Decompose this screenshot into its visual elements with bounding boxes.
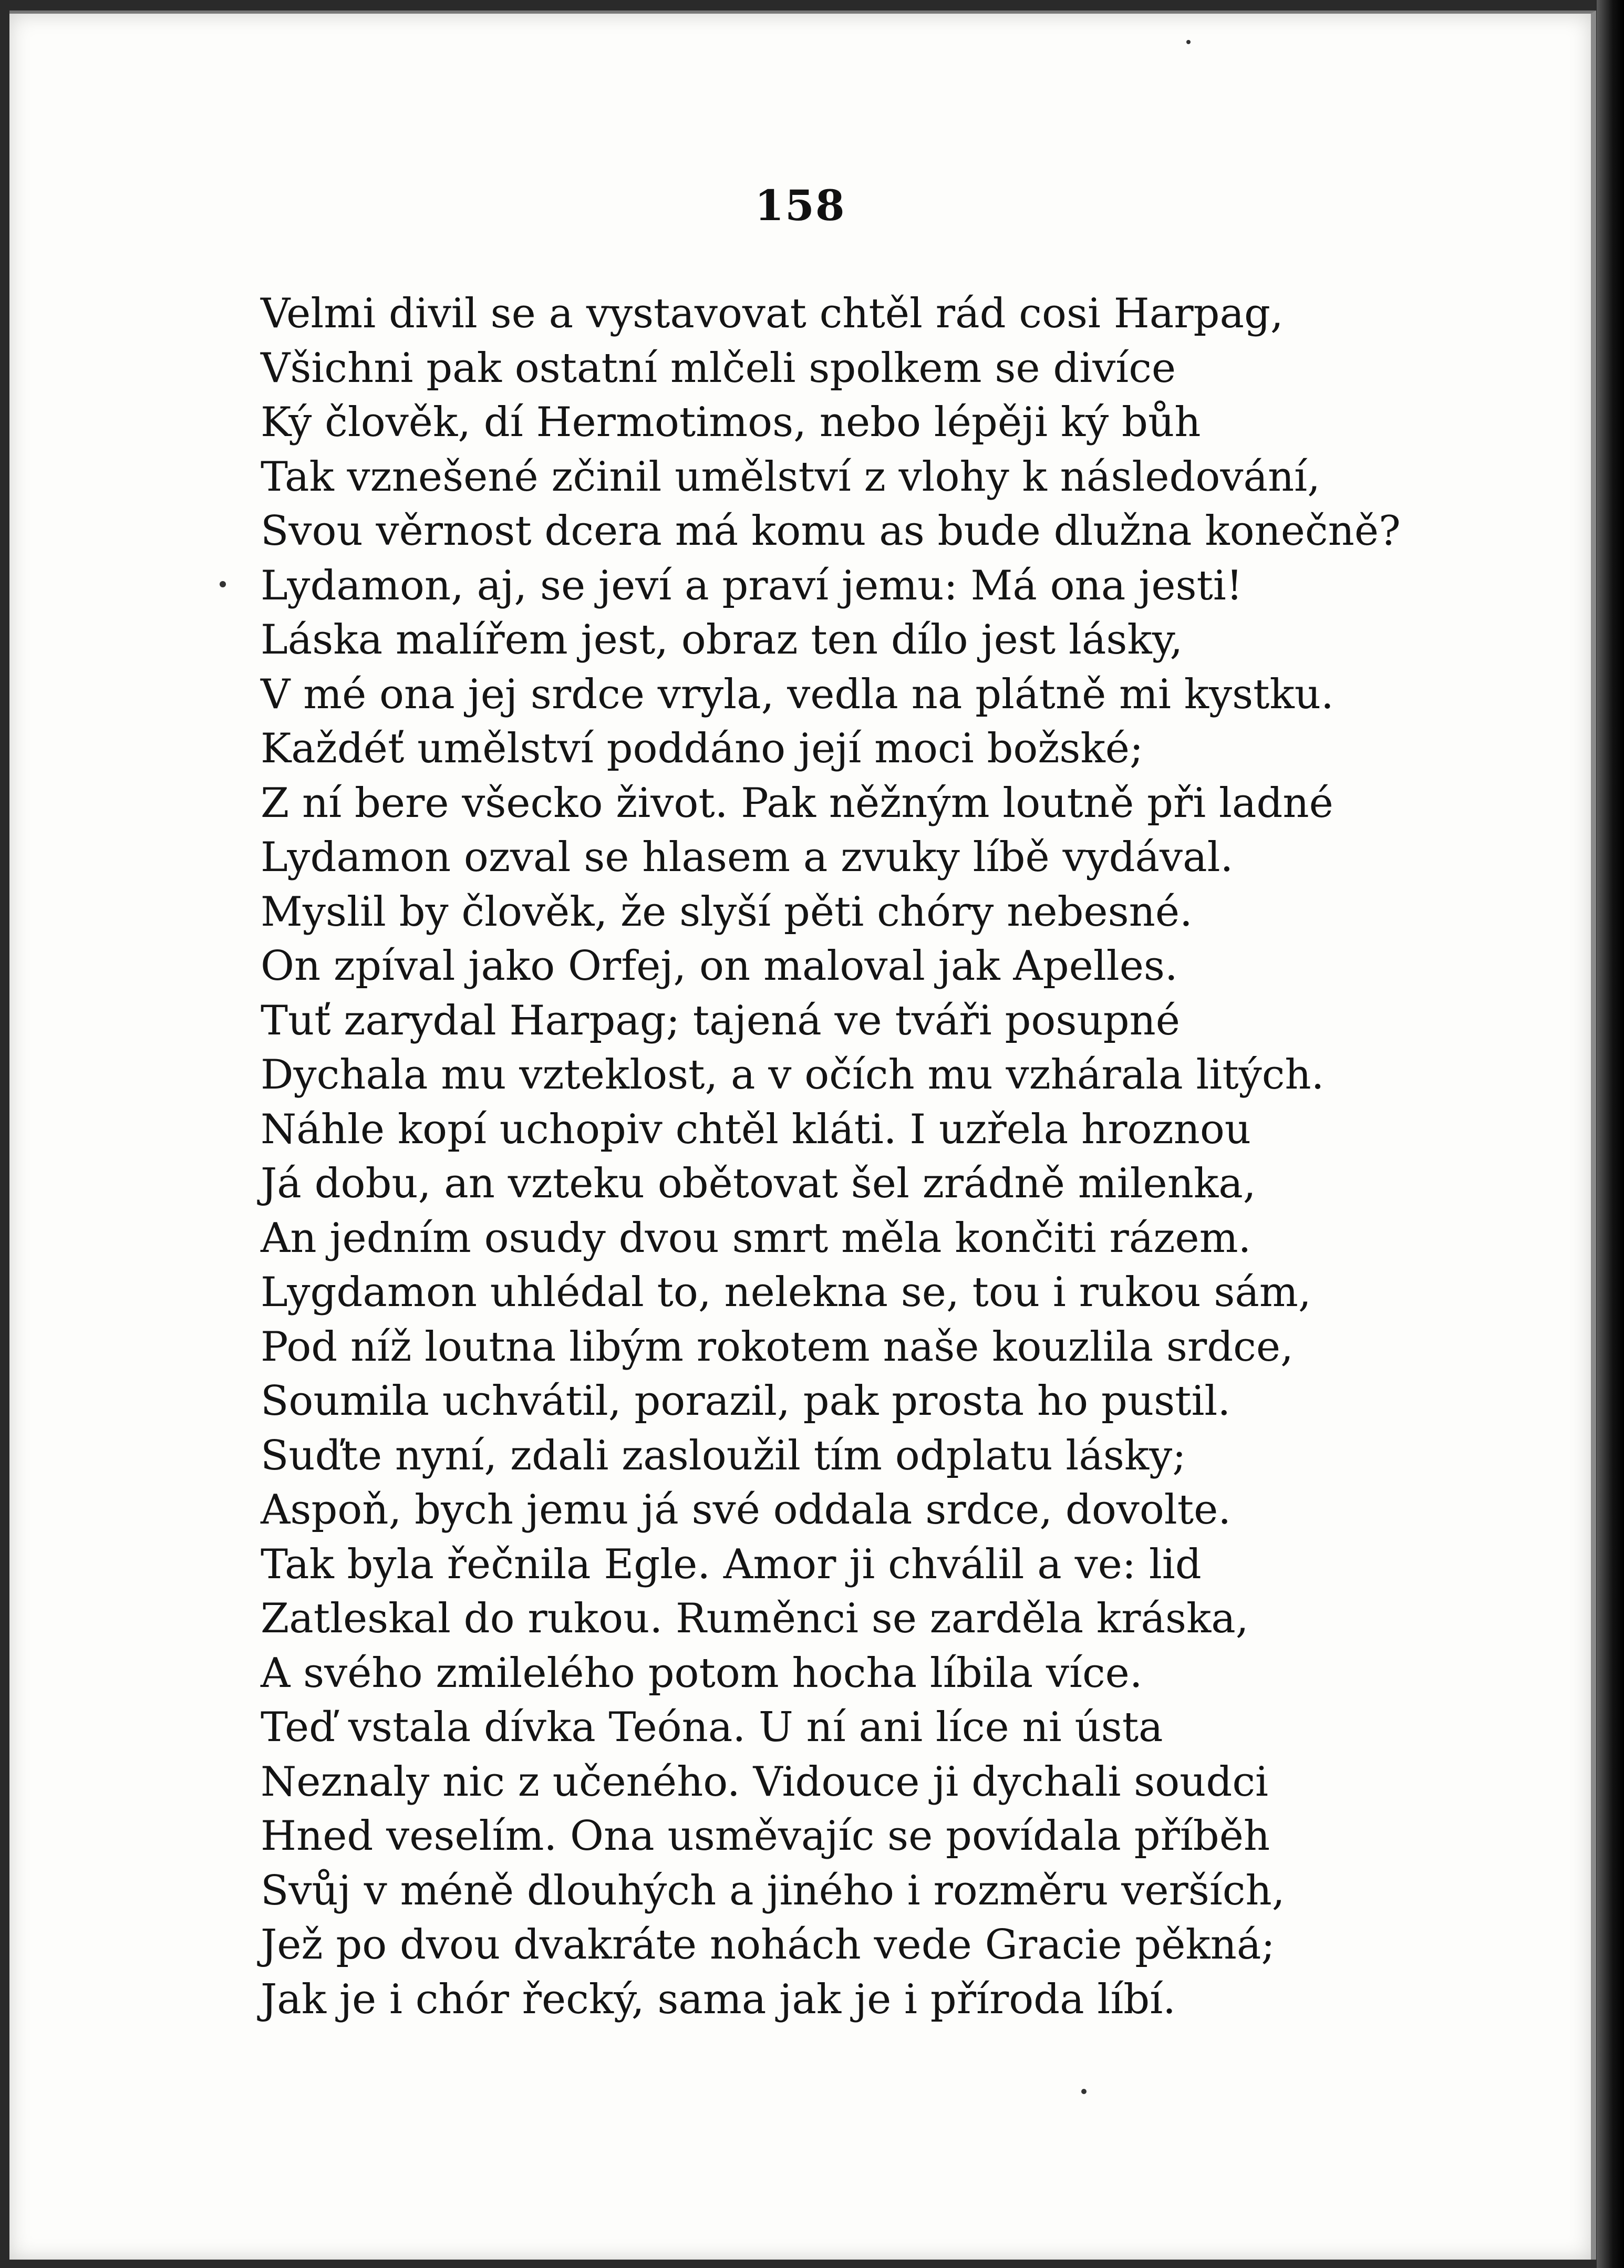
- verse-line: Všichni pak ostatní mlčeli spolkem se divíce: [261, 344, 1176, 392]
- verse-line: Hned veselím. Ona usměvajíc se povídala příběh: [261, 1813, 1270, 1860]
- verse-line: Svou věrnost dcera má komu as bude dlužna konečně?: [261, 508, 1401, 555]
- scan-edge: [1597, 0, 1624, 2268]
- verse-line: Neznaly nic z učeného. Vidouce ji dychali soudci: [261, 1758, 1268, 1806]
- page-number: 158: [754, 181, 846, 230]
- verse-line: Tak vznešené zčinil umělství z vlohy k následování,: [261, 453, 1320, 501]
- verse-line: A svého zmileléhо potom hocha líbila více.: [261, 1649, 1143, 1697]
- verse-line: Svůj v méně dlouhých a jiného i rozměru verších,: [261, 1867, 1285, 1914]
- verse-line: Každéť umělství poddáno její moci božské;: [261, 725, 1144, 772]
- verse-line: Ký člověk, dí Hermotimos, nebo lépěji ký bůh: [261, 399, 1201, 446]
- verse-block: [261, 287, 1448, 2027]
- verse-line: Láska malířem jest, obraz ten dílo jest lásky,: [261, 616, 1183, 664]
- verse-line: Tuť zarydal Harpag; tajená ve tváři posupné: [261, 997, 1180, 1044]
- verse-line: Teď vstala dívka Teóna. U ní ani líce ni ústa: [261, 1704, 1163, 1751]
- verse-line: Lygdamon uhlédal to, nelekna se, tou i rukou sám,: [261, 1269, 1311, 1316]
- verse-line: Soumila uchvátil, porazil, pak prosta ho pustil.: [261, 1378, 1231, 1425]
- verse-line: Suďte nyní, zdali zasloužil tím odplatu lásky;: [261, 1432, 1186, 1479]
- verse-line: Lydamon, aj, se jeví a praví jemu: Má ona jesti!: [261, 562, 1243, 609]
- verse-line: Z ní bere všecko život. Pak něžným loutně při ladné: [261, 779, 1333, 827]
- verse-line: On zpíval jako Orfej, on maloval jak Apelles.: [261, 943, 1178, 990]
- verse-line: Pod níž loutna libým rokotem naše kouzlila srdce,: [261, 1323, 1294, 1371]
- verse-line: An jedním osudy dvou smrt měla končiti rázem.: [261, 1214, 1251, 1262]
- verse-line: Tak byla řečnila Egle. Amor ji chválil a ve: lid: [261, 1540, 1202, 1588]
- verse-line: Myslil by člověk, že slyší pěti chóry nebesné.: [261, 888, 1193, 936]
- verse-line: Náhle kopí uchopiv chtěl kláti. I uzřela hroznou: [261, 1105, 1251, 1153]
- verse-line: Já dobu, an vzteku obětovat šel zrádně milenka,: [261, 1160, 1256, 1207]
- verse-line: Jež po dvou dvakráte nohách vede Gracie pěkná;: [261, 1921, 1275, 1969]
- verse-line: V mé ona jej srdce vryla, vedla na plátně mi kystku.: [261, 670, 1334, 718]
- paper-speck: [1081, 2089, 1087, 2094]
- verse-line: Jak je i chór řecký, sama jak je i příroda líbí.: [261, 1975, 1176, 2023]
- verse-line: Zatleskal do rukou. Ruměnci se zarděla kráska,: [261, 1595, 1249, 1642]
- paper-speck: [220, 581, 226, 587]
- verse-line: Velmi divil se a vystavovat chtěl rád cosi Harpag,: [261, 290, 1284, 337]
- book-page: [9, 11, 1596, 2260]
- verse-line: Aspoň, bych jemu já své oddala srdce, dovolte.: [261, 1486, 1232, 1534]
- verse-line: Dychala mu vzteklost, a v očích mu vzhárala litých.: [261, 1051, 1325, 1099]
- verse-line: Lydamon ozval se hlasem a zvuky líbě vydával.: [261, 834, 1234, 881]
- paper-speck: [1186, 40, 1191, 44]
